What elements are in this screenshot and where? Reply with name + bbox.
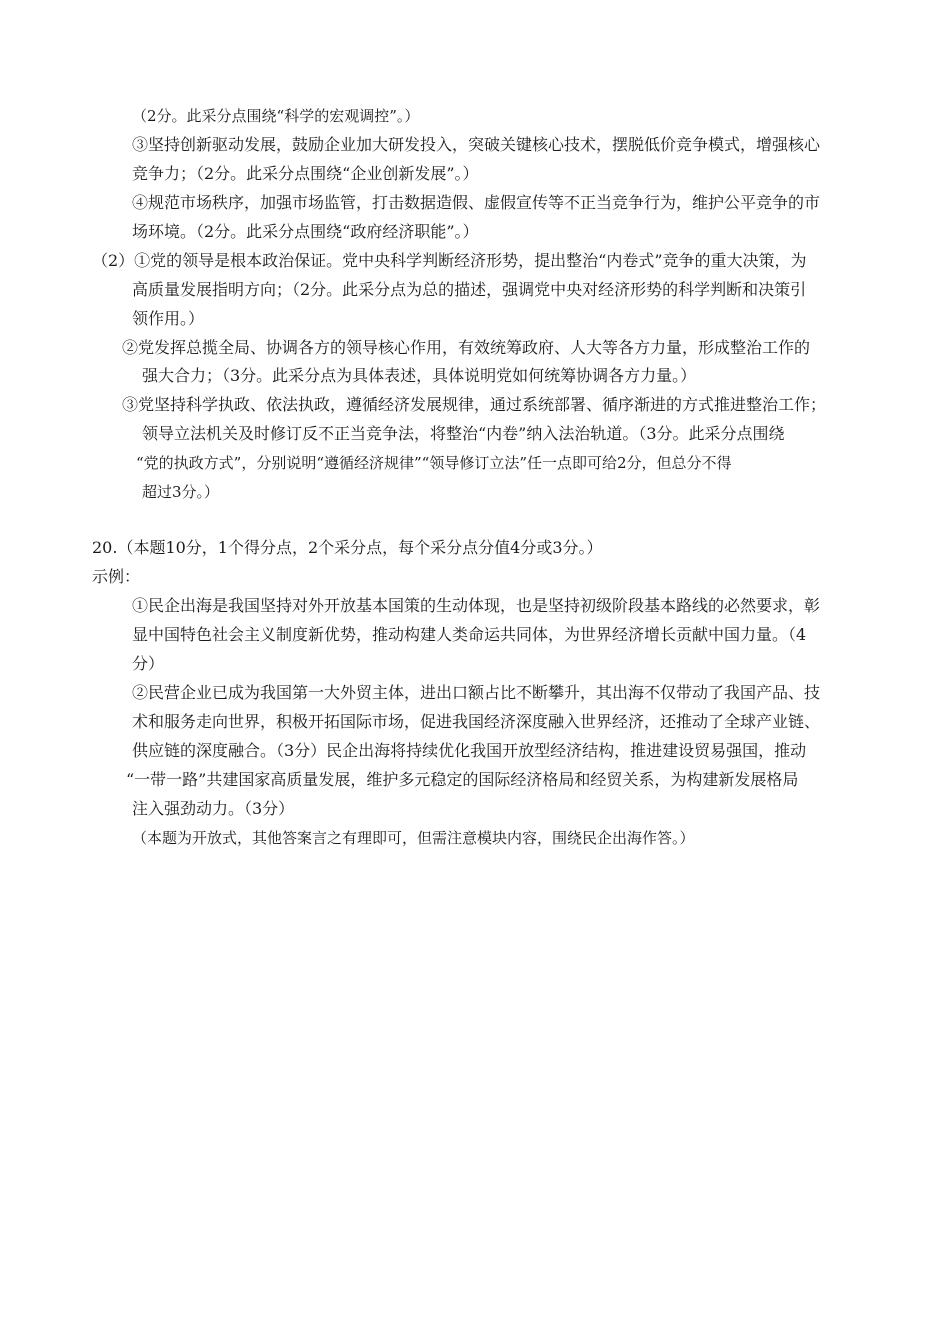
text-line: ③坚持创新驱动发展，鼓励企业加大研发投入，突破关键核心技术，摆脱低价竞争模式，增强核心 (132, 135, 821, 154)
text-line: 领作用。） (132, 309, 205, 328)
question-heading: 20.（本题10分，1个得分点，2个采分点，每个采分点分值4分或3分。） (92, 538, 603, 557)
text-line: （本题为开放式，其他答案言之有理即可，但需注意模块内容，围绕民企出海作答。） (132, 829, 695, 847)
text-line: ②民营企业已成为我国第一大外贸主体，进出口额占比不断攀升，其出海不仅带动了我国产品、技 (132, 683, 821, 702)
text-line: 强大合力；（3分。此采分点为具体表述，具体说明党如何统筹协调各方力量。） (142, 366, 697, 385)
text-line: （2）①党的领导是根本政治保证。党中央科学判断经济形势，提出整治“内卷式”竞争的重大决策，为 (92, 251, 807, 270)
text-line: 领导立法机关及时修订反不正当竞争法，将整治“内卷”纳入法治轨道。（3分。此采分点围绕 (142, 424, 785, 443)
text-line: 术和服务走向世界，积极开拓国际市场，促进我国经济深度融入世界经济，还推动了全球产业链、 (132, 712, 821, 731)
text-line: 高质量发展指明方向；（2分。此采分点为总的描述，强调党中央对经济形势的科学判断和决策引 (132, 280, 807, 299)
text-line: 供应链的深度融合。（3分）民企出海将持续优化我国开放型经济结构，推进建设贸易强国，推动 (132, 741, 807, 760)
text-line: 场环境。（2分。此采分点围绕“政府经济职能”。） (132, 222, 479, 241)
text-line: ②党发挥总揽全局、协调各方的领导核心作用，有效统筹政府、人大等各方力量，形成整治工作的 (122, 338, 811, 357)
text-line: ③党坚持科学执政、依法执政，遵循经济发展规律，通过系统部署、循序渐进的方式推进整治工作； (122, 395, 827, 414)
text-line: 注入强劲动力。（3分） (132, 799, 295, 818)
text-line: ④规范市场秩序，加强市场监管，打击数据造假、虚假宣传等不正当竞争行为，维护公平竞争的市 (132, 193, 821, 212)
text-line: 显中国特色社会主义制度新优势，推动构建人类命运共同体，为世界经济增长贡献中国力量。（4 (132, 625, 807, 644)
text-line: 示例： (92, 567, 141, 586)
text-line: 超过3分。） (142, 483, 220, 501)
text-line: 分） (132, 654, 165, 673)
text-line: ①民企出海是我国坚持对外开放基本国策的生动体现，也是坚持初级阶段基本路线的必然要求，彰 (132, 596, 821, 615)
text-line: （2分。此采分点围绕“科学的宏观调控”。） (132, 107, 420, 125)
text-line: “党的执政方式”，分别说明“遵循经济规律”“领导修订立法”任一点即可给2分，但总分不得 (136, 454, 732, 472)
text-line: “一带一路”共建国家高质量发展，维护多元稳定的国际经济格局和经贸关系，为构建新发展格局 (126, 770, 799, 789)
text-line: 竞争力；（2分。此采分点围绕“企业创新发展”。） (132, 164, 479, 183)
